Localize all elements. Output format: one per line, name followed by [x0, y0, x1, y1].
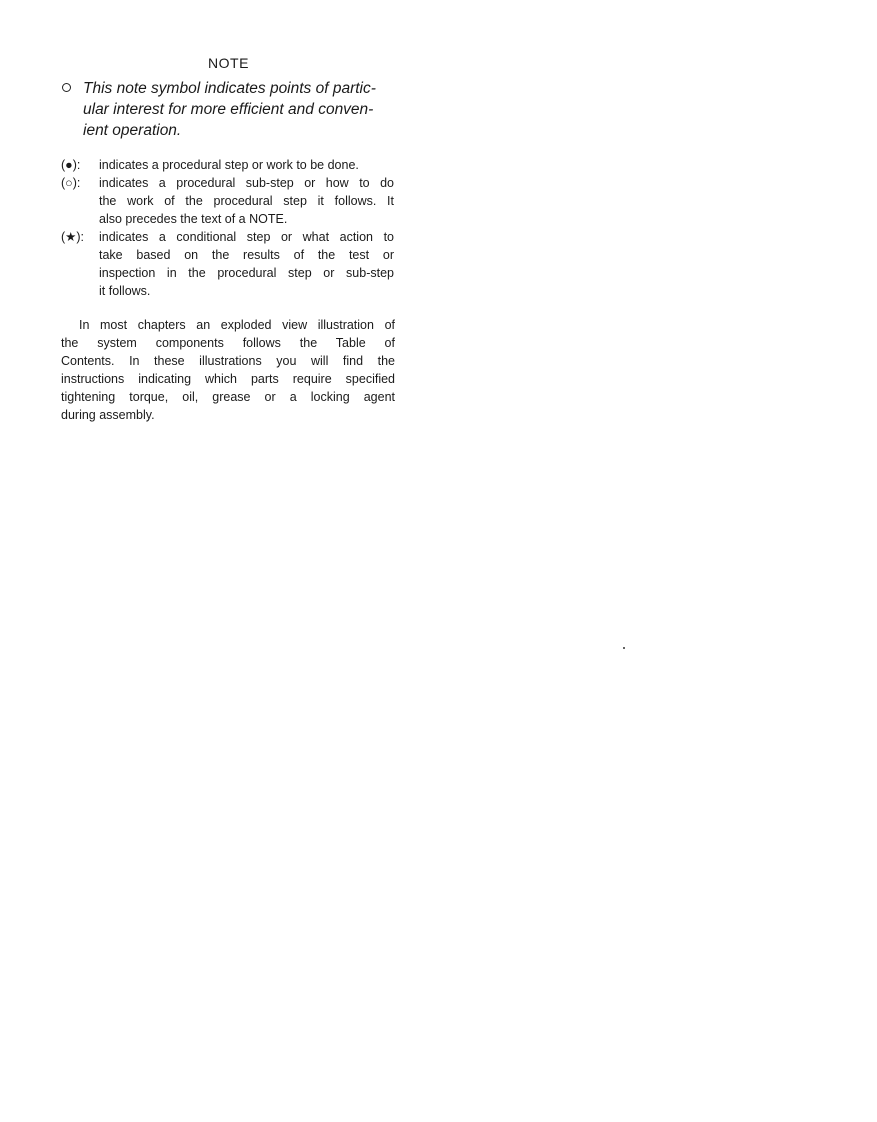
legend-text-line: take based on the results of the test or: [99, 248, 394, 262]
paragraph-line: tightening torque, oil, grease or a locking agent: [61, 390, 395, 404]
note-line: ular interest for more efficient and conven-: [83, 101, 374, 118]
note-line: ient operation.: [83, 122, 182, 139]
hollow-circle-bullet-icon: [62, 83, 71, 92]
scan-speck: [623, 647, 625, 649]
legend-text-line: indicates a conditional step or what action to: [99, 230, 394, 244]
paragraph-line: during assembly.: [61, 408, 155, 422]
legend-symbol-hollow-circle: (○):: [61, 176, 81, 190]
legend-text-line: indicates a procedural sub-step or how to do: [99, 176, 394, 190]
legend-text-line: inspection in the procedural step or sub-step: [99, 266, 394, 280]
paragraph-line: the system components follows the Table of: [61, 336, 395, 350]
legend-symbol-star: (★):: [61, 230, 85, 244]
legend-symbol-filled-circle: (●):: [61, 158, 81, 172]
paragraph-line: instructions indicating which parts require specified: [61, 372, 395, 386]
note-line: This note symbol indicates points of partic-: [83, 80, 376, 97]
legend-text-line: indicates a procedural step or work to be done.: [99, 158, 359, 172]
legend-text-line: the work of the procedural step it follows. It: [99, 194, 394, 208]
note-heading: NOTE: [208, 55, 249, 71]
legend-text-line: also precedes the text of a NOTE.: [99, 212, 288, 226]
paragraph-line: In most chapters an exploded view illustration of: [79, 318, 395, 332]
paragraph-line: Contents. In these illustrations you will find the: [61, 354, 395, 368]
legend-text-line: it follows.: [99, 284, 151, 298]
